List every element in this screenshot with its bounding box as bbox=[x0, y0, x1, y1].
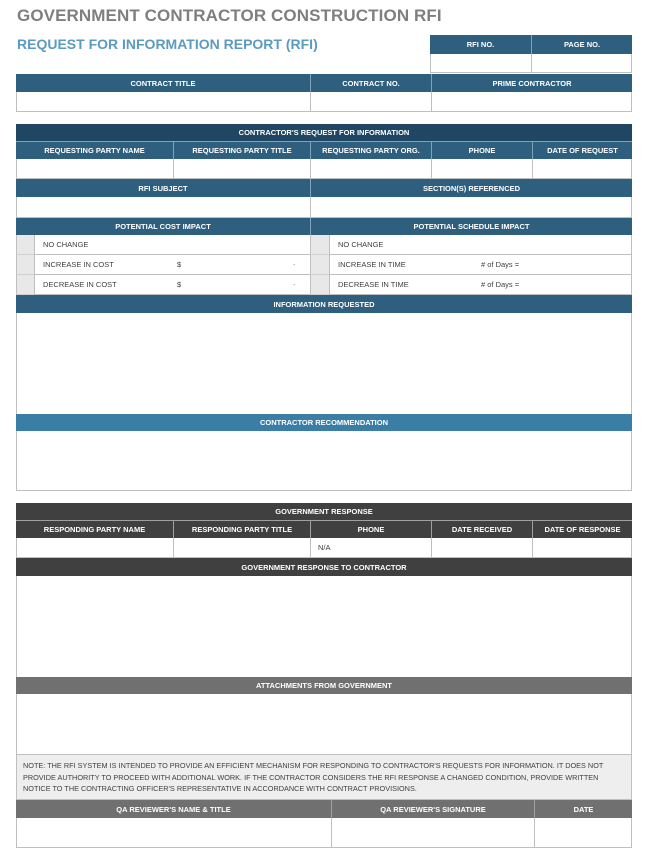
gov-phone-label: PHONE bbox=[310, 520, 431, 538]
schedule-increase-days[interactable]: # of Days = bbox=[481, 260, 520, 269]
responding-party-title-field[interactable] bbox=[173, 538, 310, 558]
prime-contractor-label: PRIME CONTRACTOR bbox=[431, 74, 632, 92]
qa-date-label: DATE bbox=[534, 800, 632, 818]
attachments-label: ATTACHMENTS FROM GOVERNMENT bbox=[16, 677, 632, 694]
contractor-recommendation-label: CONTRACTOR RECOMMENDATION bbox=[16, 414, 632, 431]
cost-increase-amount[interactable]: - bbox=[293, 260, 296, 269]
gov-response-to-contractor-field[interactable] bbox=[16, 576, 632, 677]
page-no-field[interactable] bbox=[531, 54, 632, 73]
cost-decrease-currency: $ bbox=[177, 280, 182, 289]
schedule-decrease-label: DECREASE IN TIME bbox=[338, 280, 409, 289]
cost-increase-currency: $ bbox=[177, 260, 182, 269]
date-received-label: DATE RECEIVED bbox=[431, 520, 532, 538]
rfi-subject-field[interactable] bbox=[16, 197, 310, 218]
cost-decrease-row bbox=[34, 275, 310, 295]
cost-increase-checkbox[interactable] bbox=[16, 255, 34, 275]
schedule-no-change-row bbox=[329, 235, 632, 255]
requesting-party-title-field[interactable] bbox=[173, 159, 310, 179]
page-no-label: PAGE NO. bbox=[531, 35, 632, 54]
qa-date-field[interactable] bbox=[534, 818, 632, 848]
date-of-request-label: DATE OF REQUEST bbox=[532, 141, 632, 159]
document-title: GOVERNMENT CONTRACTOR CONSTRUCTION RFI bbox=[17, 6, 442, 25]
schedule-impact-label: POTENTIAL SCHEDULE IMPACT bbox=[310, 218, 632, 235]
schedule-increase-label: INCREASE IN TIME bbox=[338, 260, 406, 269]
cost-decrease-label: DECREASE IN COST bbox=[43, 280, 117, 289]
qa-reviewer-signature-field[interactable] bbox=[331, 818, 534, 848]
requesting-party-org-field[interactable] bbox=[310, 159, 431, 179]
attachments-field[interactable] bbox=[16, 694, 632, 754]
rfi-subject-label: RFI SUBJECT bbox=[16, 179, 310, 197]
disclaimer-note: NOTE: THE RFI SYSTEM IS INTENDED TO PROVIDE AN EFFICIENT MECHANISM FOR RESPONDING TO CONTRACTOR'S REQUESTS FOR INFORMATION. IT DOES NOT PROVIDE AUTHORITY TO PROCEED WITH ADDITIONAL WORK. IF THE CONTRACTOR CONSIDERS THE RFI RESPONSE A CHANGED CONDITION, PROVIDE WRITTEN NOTICE TO THE CONTRACTING OFFICER'S REPRESENTATIVE IN ACCORDANCE WITH CONTRACT PROVISIONS. bbox=[16, 754, 632, 800]
responding-party-title-label: RESPONDING PARTY TITLE bbox=[173, 520, 310, 538]
schedule-decrease-checkbox[interactable] bbox=[310, 275, 329, 295]
requesting-party-title-label: REQUESTING PARTY TITLE bbox=[173, 141, 310, 159]
contract-no-label: CONTRACT NO. bbox=[310, 74, 431, 92]
sections-referenced-field[interactable] bbox=[310, 197, 632, 218]
schedule-no-change-checkbox[interactable] bbox=[310, 235, 329, 255]
requesting-party-org-label: REQUESTING PARTY ORG. bbox=[310, 141, 431, 159]
prime-contractor-field[interactable] bbox=[431, 92, 632, 112]
date-of-response-label: DATE OF RESPONSE bbox=[532, 520, 632, 538]
cost-decrease-amount[interactable]: - bbox=[293, 280, 296, 289]
contract-no-field[interactable] bbox=[310, 92, 431, 112]
gov-phone-value: N/A bbox=[318, 543, 331, 552]
contract-title-label: CONTRACT TITLE bbox=[16, 74, 310, 92]
cost-no-change-checkbox[interactable] bbox=[16, 235, 34, 255]
rfi-no-field[interactable] bbox=[430, 54, 531, 73]
qa-reviewer-name-label: QA REVIEWER'S NAME & TITLE bbox=[16, 800, 331, 818]
gov-response-to-contractor-label: GOVERNMENT RESPONSE TO CONTRACTOR bbox=[16, 558, 632, 576]
qa-reviewer-signature-label: QA REVIEWER'S SIGNATURE bbox=[331, 800, 534, 818]
requesting-party-name-field[interactable] bbox=[16, 159, 173, 179]
cost-increase-row bbox=[34, 255, 310, 275]
cost-impact-label: POTENTIAL COST IMPACT bbox=[16, 218, 310, 235]
gov-phone-field[interactable] bbox=[310, 538, 431, 558]
rfi-no-label: RFI NO. bbox=[430, 35, 531, 54]
schedule-increase-checkbox[interactable] bbox=[310, 255, 329, 275]
schedule-decrease-days[interactable]: # of Days = bbox=[481, 280, 520, 289]
schedule-no-change-label: NO CHANGE bbox=[338, 240, 384, 249]
date-of-response-field[interactable] bbox=[532, 538, 632, 558]
date-of-request-field[interactable] bbox=[532, 159, 632, 179]
responding-party-name-field[interactable] bbox=[16, 538, 173, 558]
schedule-increase-row bbox=[329, 255, 632, 275]
responding-party-name-label: RESPONDING PARTY NAME bbox=[16, 520, 173, 538]
cost-decrease-checkbox[interactable] bbox=[16, 275, 34, 295]
schedule-decrease-row bbox=[329, 275, 632, 295]
government-response-section-header: GOVERNMENT RESPONSE bbox=[16, 503, 632, 520]
cost-no-change-row bbox=[34, 235, 310, 255]
date-received-field[interactable] bbox=[431, 538, 532, 558]
document-subtitle: REQUEST FOR INFORMATION REPORT (RFI) bbox=[17, 36, 318, 52]
cost-no-change-label: NO CHANGE bbox=[43, 240, 89, 249]
contractor-recommendation-field[interactable] bbox=[16, 431, 632, 491]
information-requested-field[interactable] bbox=[16, 313, 632, 414]
phone-field[interactable] bbox=[431, 159, 532, 179]
contractor-request-section-header: CONTRACTOR'S REQUEST FOR INFORMATION bbox=[16, 124, 632, 141]
qa-reviewer-name-field[interactable] bbox=[16, 818, 331, 848]
information-requested-label: INFORMATION REQUESTED bbox=[16, 295, 632, 313]
phone-label: PHONE bbox=[431, 141, 532, 159]
cost-increase-label: INCREASE IN COST bbox=[43, 260, 114, 269]
requesting-party-name-label: REQUESTING PARTY NAME bbox=[16, 141, 173, 159]
contract-title-field[interactable] bbox=[16, 92, 310, 112]
sections-referenced-label: SECTION(S) REFERENCED bbox=[310, 179, 632, 197]
